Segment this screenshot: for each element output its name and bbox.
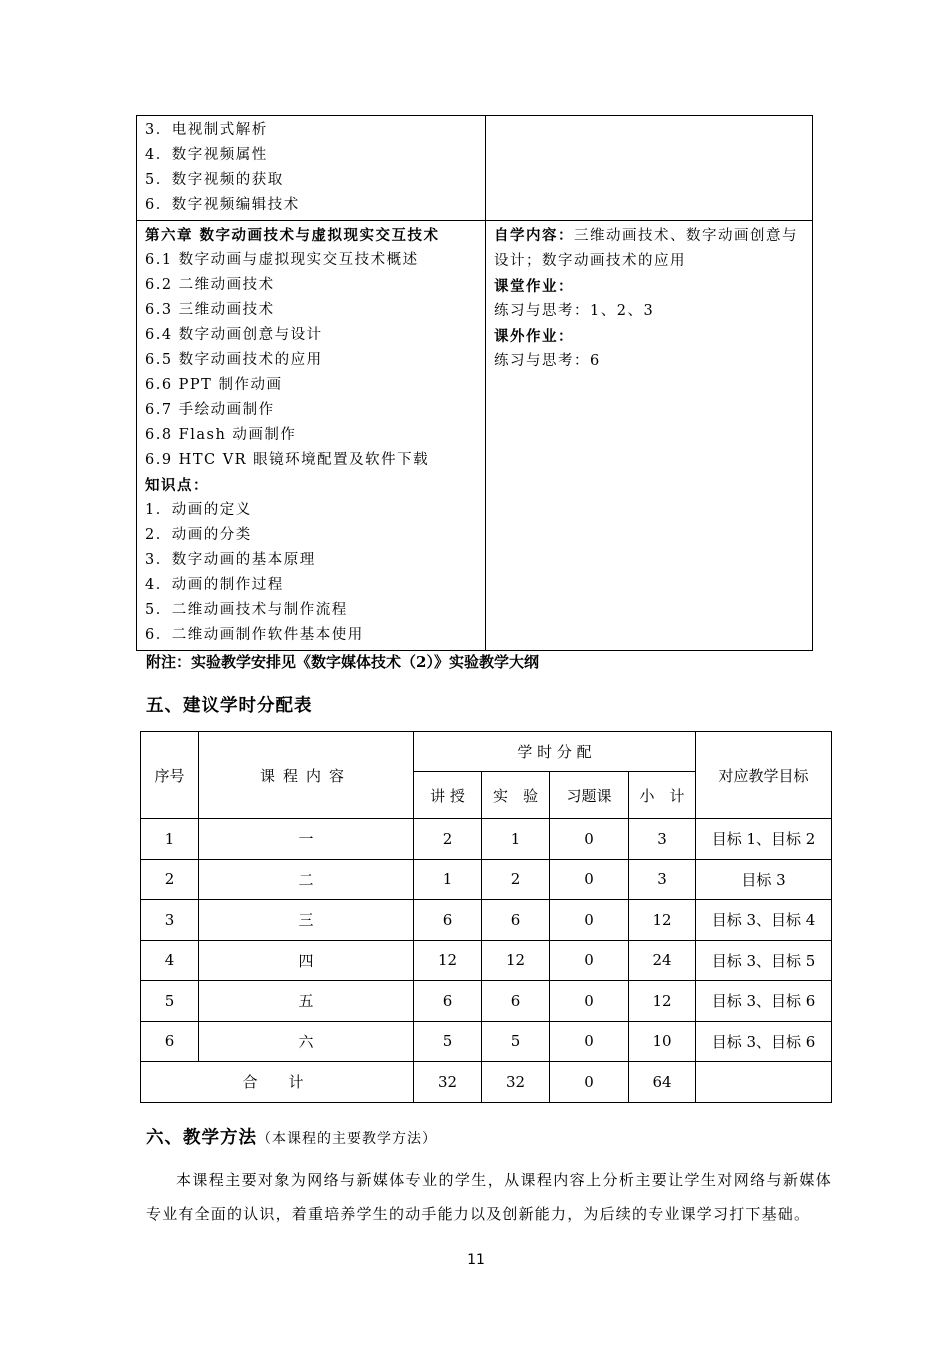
table-row (137, 221, 813, 651)
cell-goal: 目标 3、目标 6 (696, 1021, 832, 1062)
total-row (141, 1062, 832, 1103)
table-header-row (141, 732, 832, 772)
class-work-text: 练习与思考：1、2、3 (494, 303, 655, 319)
cell-exercise: 0 (550, 900, 629, 941)
cell-subtotal: 10 (629, 1021, 696, 1062)
table-row (137, 116, 813, 221)
section-item: 6.1 数字动画与虚拟现实交互技术概述 (145, 252, 419, 268)
chapter6-title: 第六章 数字动画技术与虚拟现实交互技术 (145, 227, 440, 244)
list-item: 1．动画的定义 (145, 502, 252, 518)
chapter5-knowledge-cell (137, 116, 486, 221)
list-item: 5．数字视频的获取 (145, 172, 284, 188)
cell-lecture: 2 (414, 819, 482, 860)
section-item: 6.7 手绘动画制作 (145, 402, 275, 418)
cell-content: 五 (199, 981, 414, 1022)
cell-goal: 目标 3、目标 5 (696, 940, 832, 981)
section-item: 6.5 数字动画技术的应用 (145, 352, 323, 368)
cell-lecture: 5 (414, 1021, 482, 1062)
self-study-label: 自学内容： (494, 227, 574, 244)
table-row (141, 1021, 832, 1062)
cell-content: 二 (199, 859, 414, 900)
chapter6-content-cell (137, 221, 486, 651)
list-item: 3．电视制式解析 (145, 122, 268, 138)
header-goal: 对应教学目标 (696, 732, 832, 819)
section-item: 6.9 HTC VR 眼镜环境配置及软件下载 (145, 452, 430, 468)
total-lab: 32 (482, 1062, 550, 1103)
table-row (141, 981, 832, 1022)
header-lecture: 讲 授 (414, 772, 482, 819)
header-content: 课程内容 (199, 732, 414, 819)
cell-goal: 目标 3、目标 6 (696, 981, 832, 1022)
cell-subtotal: 3 (629, 819, 696, 860)
table-row (141, 859, 832, 900)
cell-lab: 1 (482, 819, 550, 860)
table-row (141, 940, 832, 981)
list-item: 6．二维动画制作软件基本使用 (145, 627, 364, 643)
page-number: 11 (467, 1252, 485, 1268)
cell-seq: 4 (141, 940, 199, 981)
cell-lab: 6 (482, 900, 550, 941)
list-item: 4．动画的制作过程 (145, 577, 284, 593)
cell-goal: 目标 3、目标 4 (696, 900, 832, 941)
header-lab: 实 验 (482, 772, 550, 819)
list-item: 5．二维动画技术与制作流程 (145, 602, 348, 618)
header-exercise: 习题课 (550, 772, 629, 819)
homework-label: 课外作业： (494, 328, 574, 345)
total-lecture: 32 (414, 1062, 482, 1103)
cell-exercise: 0 (550, 940, 629, 981)
cell-content: 三 (199, 900, 414, 941)
cell-goal: 目标 3 (696, 859, 832, 900)
class-work-label: 课堂作业： (494, 278, 574, 295)
self-study-line (494, 223, 804, 249)
cell-subtotal: 12 (629, 981, 696, 1022)
self-study-text: 三维动画技术、数字动画创意与 (574, 228, 798, 244)
cell-exercise: 0 (550, 981, 629, 1022)
hours-allocation-table (140, 731, 832, 1103)
cell-lab: 6 (482, 981, 550, 1022)
section6-heading-line (146, 1124, 437, 1149)
homework-text: 练习与思考：6 (494, 353, 601, 369)
cell-exercise: 0 (550, 819, 629, 860)
list-item: 6．数字视频编辑技术 (145, 197, 300, 213)
self-study-text-cont: 设计；数字动画技术的应用 (494, 253, 686, 269)
cell-subtotal: 12 (629, 900, 696, 941)
cell-lecture: 6 (414, 900, 482, 941)
cell-lab: 5 (482, 1021, 550, 1062)
total-label: 合 计 (141, 1062, 414, 1103)
cell-content: 六 (199, 1021, 414, 1062)
cell-lecture: 12 (414, 940, 482, 981)
table-row (141, 819, 832, 860)
chapter6-assignment-cell (486, 221, 813, 651)
cell-content: 一 (199, 819, 414, 860)
chapter5-assignment-cell (486, 116, 813, 221)
total-exercise: 0 (550, 1062, 629, 1103)
section-item: 6.8 Flash 动画制作 (145, 427, 297, 443)
section-item: 6.2 二维动画技术 (145, 277, 275, 293)
cell-content: 四 (199, 940, 414, 981)
knowledge-points-label: 知识点： (145, 477, 209, 494)
cell-seq: 1 (141, 819, 199, 860)
list-item: 4．数字视频属性 (145, 147, 268, 163)
list-item: 3．数字动画的基本原理 (145, 552, 316, 568)
cell-subtotal: 24 (629, 940, 696, 981)
appendix-note: 附注：实验教学安排见《数字媒体技术（2）》实验教学大纲 (146, 653, 539, 671)
section6-subheading: （本课程的主要教学方法） (257, 1131, 437, 1147)
section-item: 6.3 三维动画技术 (145, 302, 275, 318)
total-goal (696, 1062, 832, 1103)
section5-heading: 五、建议学时分配表 (146, 696, 313, 716)
cell-lab: 2 (482, 859, 550, 900)
list-item: 2．动画的分类 (145, 527, 252, 543)
header-subtotal: 小 计 (629, 772, 696, 819)
cell-seq: 6 (141, 1021, 199, 1062)
teaching-method-paragraph: 本课程主要对象为网络与新媒体专业的学生，从课程内容上分析主要让学生对网络与新媒体专业有全面的认识，着重培养学生的动手能力以及创新能力，为后续的专业课学习打下基础。 (146, 1171, 832, 1223)
cell-seq: 2 (141, 859, 199, 900)
table-row (141, 900, 832, 941)
section-item: 6.4 数字动画创意与设计 (145, 327, 323, 343)
header-seq: 序号 (141, 732, 199, 819)
cell-exercise: 0 (550, 859, 629, 900)
header-allocation: 学 时 分 配 (414, 732, 696, 772)
cell-subtotal: 3 (629, 859, 696, 900)
cell-seq: 3 (141, 900, 199, 941)
cell-lecture: 1 (414, 859, 482, 900)
cell-lab: 12 (482, 940, 550, 981)
section6-heading: 六、教学方法 (146, 1128, 257, 1148)
cell-seq: 5 (141, 981, 199, 1022)
cell-exercise: 0 (550, 1021, 629, 1062)
syllabus-content-table (136, 115, 813, 651)
cell-lecture: 6 (414, 981, 482, 1022)
section-item: 6.6 PPT 制作动画 (145, 377, 283, 393)
cell-goal: 目标 1、目标 2 (696, 819, 832, 860)
total-subtotal: 64 (629, 1062, 696, 1103)
